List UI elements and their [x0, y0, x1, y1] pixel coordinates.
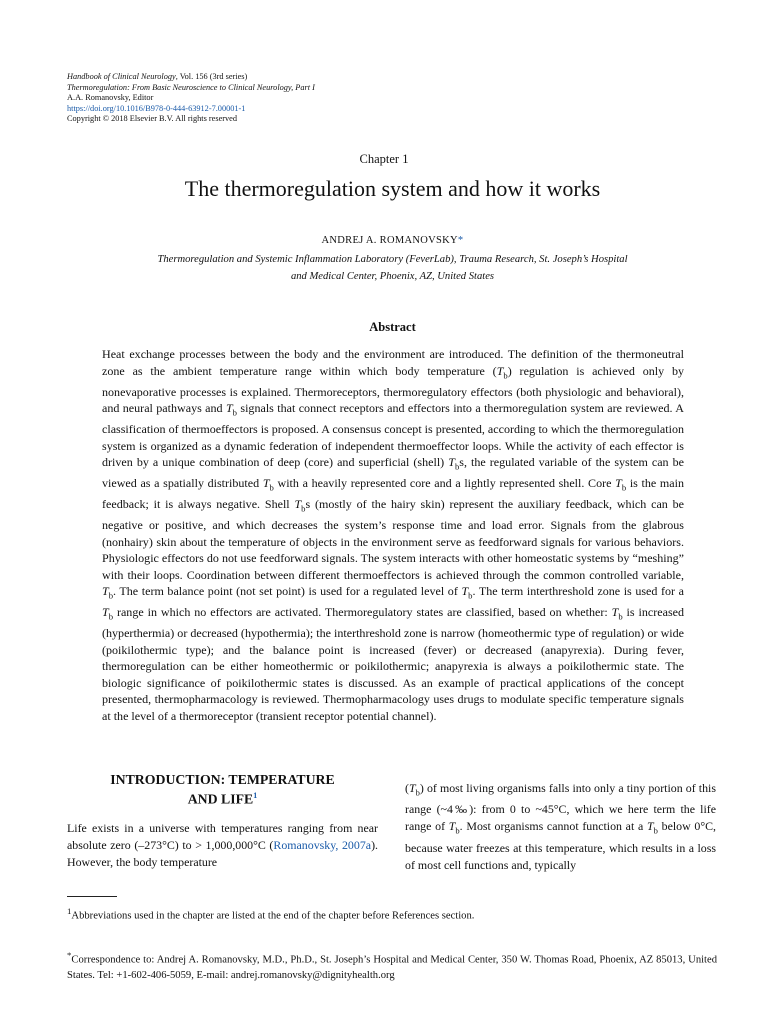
- affiliation-line: Thermoregulation and Systemic Inflammation Laboratory (FeverLab), Trauma Research, St. Joseph’s Hospital: [157, 254, 628, 265]
- affiliation-line: and Medical Center, Phoenix, AZ, United States: [290, 271, 495, 282]
- book-volume: , Vol. 156 (3rd series): [175, 72, 248, 81]
- chapter-label: Chapter 1: [359, 152, 409, 166]
- footnote-correspondence: *Correspondence to: Andrej A. Romanovsky, M.D., Ph.D., St. Joseph’s Hospital and Medical Center, 350 W. Thomas Road, Phoenix, AZ 85013, United States. Tel: +1-602-406-5059, E-mail: andrej.romanovsky@dignityhealth.org: [67, 950, 717, 981]
- section-heading: INTRODUCTION: TEMPERATURE AND LIFE$^1$: [110, 772, 335, 807]
- intro-paragraph-right: $(T_b)$ of most living organisms falls into only a tiny portion of this range (~4‰): from 0 to ~45°C, which we here term the life range of $T_b$. Most organisms cannot function at a $T_b$ below 0°C, because water freezes at this temperature, which results in a loss of most cell functions and, typically: [405, 781, 717, 872]
- abstract-heading: Abstract: [369, 320, 416, 334]
- author-line: [0, 235, 768, 246]
- book-title: Handbook of Clinical Neurology: [67, 72, 176, 81]
- intro-paragraph-left: Life exists in a universe with temperatures ranging from near absolute zero (–273°C) to > 1,000,000°C (Romanovsky, 2007a). However, the body temperature: [67, 820, 378, 869]
- editor-line: A.A. Romanovsky, Editor: [67, 93, 154, 103]
- book-line: [67, 72, 315, 83]
- chapter-title: The thermoregulation system and how it works: [184, 176, 601, 201]
- footnote-divider: [67, 896, 117, 897]
- right-column: [405, 780, 716, 874]
- abstract-body: Heat exchange processes between the body and the environment are introduced. The definition of the thermoneutral zone as the ambient temperature range within which body temperature $(T_b)$ regulation is achieved only by nonevaporative processes is explained. Thermoreceptors, thermoregulatory effectors (both physiologic and behavioral), and neural pathways and $T_b$ signals that connect receptors and effectors into a thermoregulation system are reviewed. A classification of thermoeffectors is proposed. A consensus concept is presented, according to which the thermoregulation system is organized as a dynamic federation of independent thermoeffector loops. While the activity of each effector is driven by a unique combination of deep (core) and superficial (shell) $T_bs$, the regulated variable of the system can be viewed as a spatially distributed $T_b$ with a heavily represented core and a lightly represented shell. Core $T_b$ is the main feedback; it is always negative. Shell $T_bs$ (mostly of the hairy skin) represent the auxiliary feedback, which can be negative or positive, and which decreases the system’s response time and load error. Signals from the glabrous (nonhairy) skin about the temperature of objects in the environment serve as feedforward signals for various behaviors. Physiologic effectors do not use feedforward signals. The system interacts with other homeostatic systems by “meshing” with their loops. Coordination between different thermoeffectors is achieved through the common controlled variable, $T_b$. The term balance point (not set point) is used for a regulated level of $T_b$. The term interthreshold zone is used for a $T_b$ range in which no effectors are activated. Thermoregulatory states are classified, based on whether: $T_b$ is increased (hyperthermia) or decreased (hypothermia); the interthreshold zone is narrow (homeothermic type of regulation) or wide (poikilothermic type); and the balance point is increased (fever) or decreased (anapyrexia). During fever, thermoregulation can be either homeothermic or poikilothermic; anapyrexia is always a poikilothermic state. The biologic significance of poikilothermic states is discussed. As an example of practical applications of the concept presented, thermopharmacology is reviewed. Thermopharmacology uses drugs to modulate specific temperature signals at the level of a thermoreceptor (transient receptor potential channel).: [102, 347, 685, 723]
- citation-link[interactable]: Romanovsky, 2007a: [273, 837, 372, 852]
- author-name: ANDREJ A. ROMANOVSKY: [321, 235, 458, 246]
- left-column: [67, 772, 378, 871]
- copyright-line: Copyright © 2018 Elsevier B.V. All rights reserved: [67, 114, 237, 124]
- publication-header: [67, 72, 315, 125]
- doi-link[interactable]: https://doi.org/10.1016/B978-0-444-63912-7.00001-1: [67, 103, 246, 113]
- correspondence-marker-link[interactable]: *: [457, 235, 464, 246]
- affiliation: [100, 251, 685, 285]
- footnote-marker-link[interactable]: 1: [253, 791, 258, 800]
- book-subtitle: Thermoregulation: From Basic Neuroscience to Clinical Neurology, Part I: [67, 82, 315, 92]
- footnote-abbreviations: $^1$Abbreviations used in the chapter are listed at the end of the chapter before References section.: [67, 906, 475, 922]
